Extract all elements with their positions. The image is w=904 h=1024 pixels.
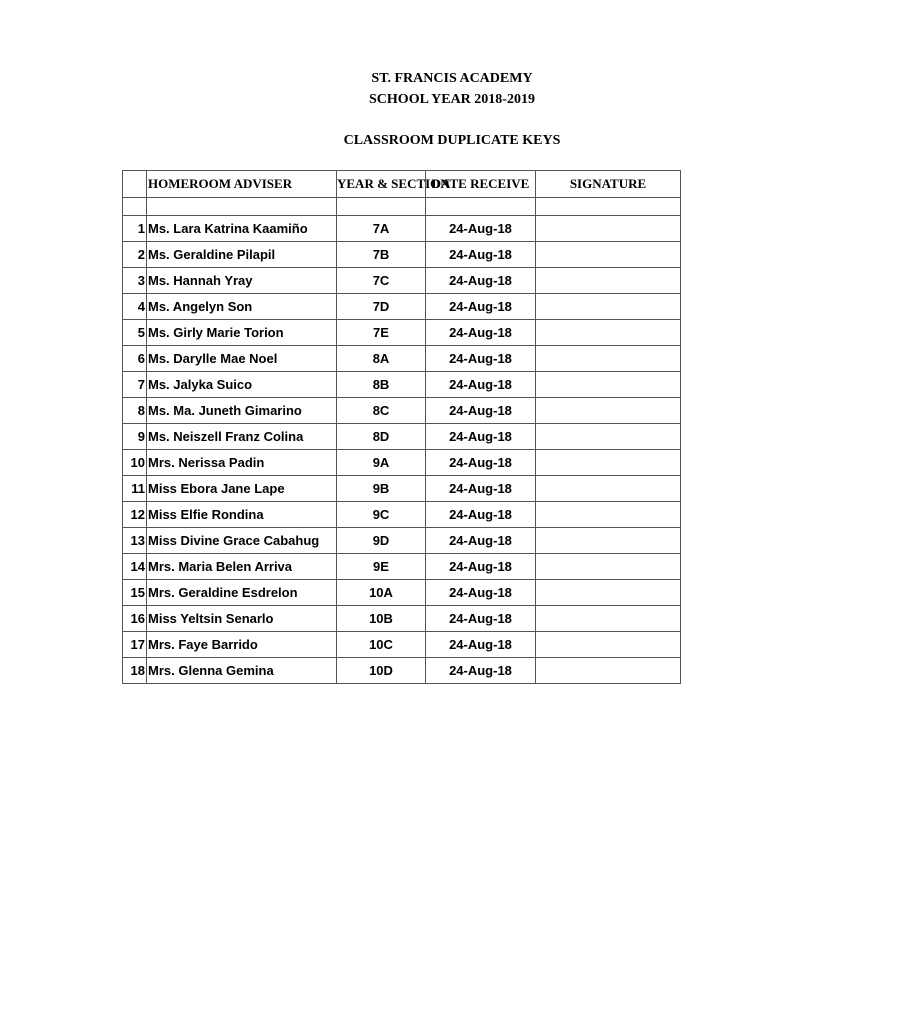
year-section: 8A (337, 346, 426, 372)
adviser-name: Mrs. Geraldine Esdrelon (147, 580, 337, 606)
signature-cell (536, 606, 681, 632)
table-row (123, 346, 681, 372)
date-received: 24-Aug-18 (426, 346, 536, 372)
row-number: 4 (123, 294, 147, 320)
school-year: SCHOOL YEAR 2018-2019 (369, 92, 535, 107)
year-section: 7D (337, 294, 426, 320)
row-number: 8 (123, 398, 147, 424)
signature-cell (536, 502, 681, 528)
year-section: 8C (337, 398, 426, 424)
year-section: 7B (337, 242, 426, 268)
signature-cell (536, 476, 681, 502)
date-received: 24-Aug-18 (426, 658, 536, 684)
row-number: 5 (123, 320, 147, 346)
row-number: 11 (123, 476, 147, 502)
date-received: 24-Aug-18 (426, 528, 536, 554)
year-section: 9C (337, 502, 426, 528)
header-date: DATE RECEIVE (426, 171, 536, 198)
table-row (123, 580, 681, 606)
table-row (123, 294, 681, 320)
table-body (123, 216, 681, 684)
signature-cell (536, 450, 681, 476)
header-section: YEAR & SECTION (337, 171, 426, 198)
date-received: 24-Aug-18 (426, 320, 536, 346)
year-section: 10C (337, 632, 426, 658)
adviser-name: Ms. Angelyn Son (147, 294, 337, 320)
table-row (123, 450, 681, 476)
table-row (123, 606, 681, 632)
table-row (123, 554, 681, 580)
year-section: 9E (337, 554, 426, 580)
date-received: 24-Aug-18 (426, 216, 536, 242)
table-row (123, 502, 681, 528)
date-received: 24-Aug-18 (426, 580, 536, 606)
row-number: 12 (123, 502, 147, 528)
signature-cell (536, 658, 681, 684)
year-section: 7E (337, 320, 426, 346)
date-received: 24-Aug-18 (426, 554, 536, 580)
year-section: 10A (337, 580, 426, 606)
adviser-name: Ms. Girly Marie Torion (147, 320, 337, 346)
signature-cell (536, 580, 681, 606)
header-row (123, 171, 681, 198)
year-section: 7C (337, 268, 426, 294)
table-row (123, 658, 681, 684)
row-number: 7 (123, 372, 147, 398)
table-row (123, 242, 681, 268)
adviser-name: Mrs. Nerissa Padin (147, 450, 337, 476)
signature-cell (536, 268, 681, 294)
year-section: 8B (337, 372, 426, 398)
date-received: 24-Aug-18 (426, 242, 536, 268)
adviser-name: Ms. Lara Katrina Kaamiño (147, 216, 337, 242)
date-received: 24-Aug-18 (426, 268, 536, 294)
signature-cell (536, 294, 681, 320)
adviser-name: Ms. Jalyka Suico (147, 372, 337, 398)
date-received: 24-Aug-18 (426, 372, 536, 398)
adviser-name: Ms. Darylle Mae Noel (147, 346, 337, 372)
date-received: 24-Aug-18 (426, 606, 536, 632)
date-received: 24-Aug-18 (426, 294, 536, 320)
table-row (123, 476, 681, 502)
table-row (123, 632, 681, 658)
adviser-name: Ms. Neiszell Franz Colina (147, 424, 337, 450)
date-received: 24-Aug-18 (426, 502, 536, 528)
adviser-name: Miss Divine Grace Cabahug (147, 528, 337, 554)
row-number: 17 (123, 632, 147, 658)
adviser-name: Mrs. Faye Barrido (147, 632, 337, 658)
school-name: ST. FRANCIS ACADEMY (371, 71, 533, 86)
row-number: 14 (123, 554, 147, 580)
row-number: 15 (123, 580, 147, 606)
signature-cell (536, 216, 681, 242)
adviser-name: Miss Elfie Rondina (147, 502, 337, 528)
header-signature: SIGNATURE (536, 171, 681, 198)
adviser-name: Ms. Ma. Juneth Gimarino (147, 398, 337, 424)
signature-cell (536, 528, 681, 554)
date-received: 24-Aug-18 (426, 632, 536, 658)
adviser-name: Mrs. Maria Belen Arriva (147, 554, 337, 580)
date-received: 24-Aug-18 (426, 398, 536, 424)
table-row (123, 424, 681, 450)
signature-cell (536, 242, 681, 268)
row-number: 2 (123, 242, 147, 268)
row-number: 6 (123, 346, 147, 372)
row-number: 18 (123, 658, 147, 684)
year-section: 9A (337, 450, 426, 476)
signature-cell (536, 372, 681, 398)
spacer-row (123, 198, 681, 216)
row-number: 1 (123, 216, 147, 242)
document-title: CLASSROOM DUPLICATE KEYS (343, 133, 561, 148)
signature-cell (536, 424, 681, 450)
signature-cell (536, 632, 681, 658)
year-section: 10D (337, 658, 426, 684)
adviser-name: Miss Ebora Jane Lape (147, 476, 337, 502)
row-number: 13 (123, 528, 147, 554)
date-received: 24-Aug-18 (426, 476, 536, 502)
adviser-name: Ms. Geraldine Pilapil (147, 242, 337, 268)
signature-cell (536, 398, 681, 424)
date-received: 24-Aug-18 (426, 424, 536, 450)
signature-cell (536, 554, 681, 580)
adviser-name: Miss Yeltsin Senarlo (147, 606, 337, 632)
duplicate-keys-table (122, 170, 681, 684)
table-row (123, 268, 681, 294)
row-number: 10 (123, 450, 147, 476)
row-number: 9 (123, 424, 147, 450)
header-number (123, 171, 147, 198)
table-row (123, 528, 681, 554)
table-row (123, 398, 681, 424)
row-number: 3 (123, 268, 147, 294)
year-section: 10B (337, 606, 426, 632)
table-row (123, 372, 681, 398)
adviser-name: Ms. Hannah Yray (147, 268, 337, 294)
year-section: 7A (337, 216, 426, 242)
year-section: 9D (337, 528, 426, 554)
signature-cell (536, 346, 681, 372)
header-adviser: HOMEROOM ADVISER (147, 171, 337, 198)
adviser-name: Mrs. Glenna Gemina (147, 658, 337, 684)
year-section: 9B (337, 476, 426, 502)
table-row (123, 320, 681, 346)
date-received: 24-Aug-18 (426, 450, 536, 476)
signature-cell (536, 320, 681, 346)
year-section: 8D (337, 424, 426, 450)
table-row (123, 216, 681, 242)
row-number: 16 (123, 606, 147, 632)
